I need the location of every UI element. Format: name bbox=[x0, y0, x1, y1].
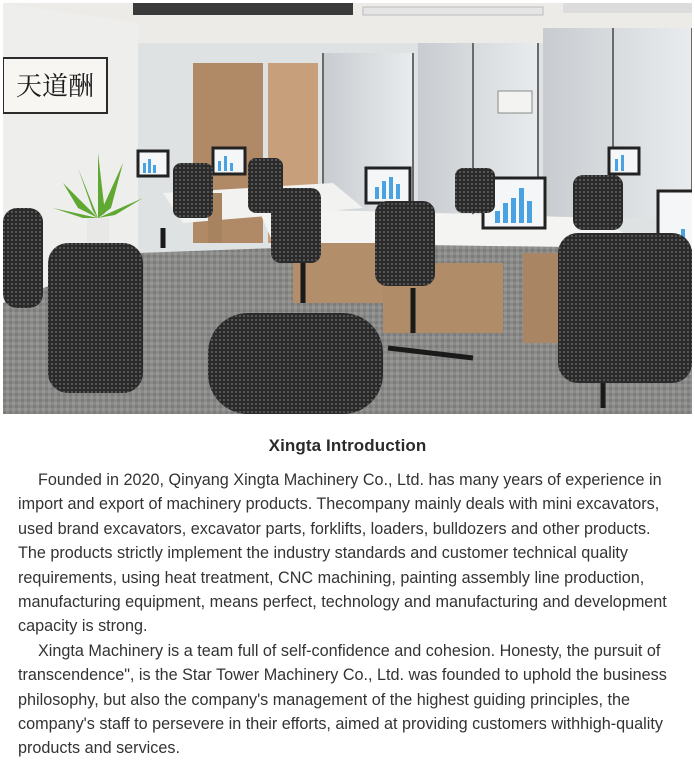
intro-paragraph-2: Xingta Machinery is a team full of self-confidence and cohesion. Honesty, the pursuit of transcendence", is the Star Tower Machinery Co., Ltd. was founded to uphold the business philosophy, but also the company's management of the highest guiding principles, the company's staff to persevere in their efforts, aimed at providing customers withhigh-quality products and services. bbox=[18, 641, 667, 758]
office-photo bbox=[3, 3, 692, 414]
intro-body bbox=[18, 468, 678, 761]
office-photo-illustration bbox=[3, 3, 692, 414]
calligraphy-text: 天道酬 bbox=[15, 72, 95, 102]
intro-title: Xingta Introduction bbox=[268, 436, 427, 455]
intro-paragraph-1: Founded in 2020, Qinyang Xingta Machinery Co., Ltd. has many years of experience in import and export of machinery products. Thecompany mainly deals with mini excavators, used brand excavators, excavator parts, forklifts, loaders, bulldozers and other products. The products strictly implement the industry standards and customer technical quality requirements, using heat treatment, CNC machining, painting assembly line production, manufacturing equipment, means perfect, technology and manufacturing and development capacity is strong. bbox=[18, 471, 667, 636]
